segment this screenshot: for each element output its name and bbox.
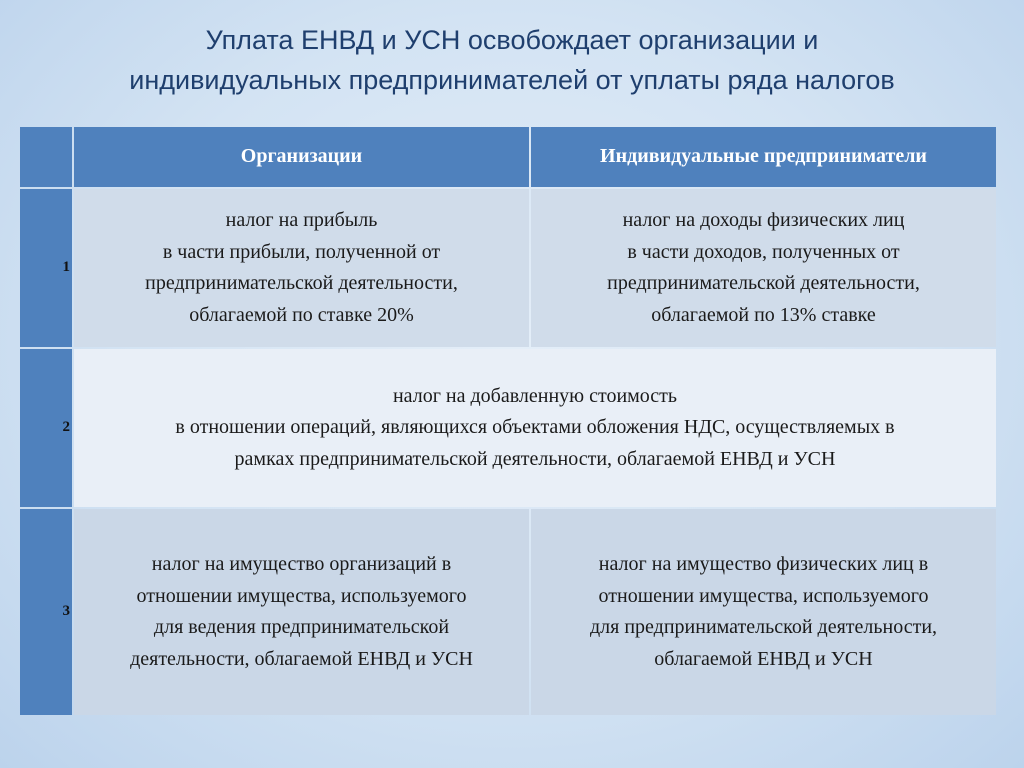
row-3-ent-line-3: для предпринимательской деятельности, — [589, 616, 938, 638]
row-2-number — [20, 349, 72, 507]
row-1-org-line-3: предпринимательской деятельности, — [145, 272, 458, 294]
row-1-org-line-2: в части прибыли, полученной от — [162, 240, 441, 263]
slide-title — [0, 20, 1024, 100]
row-1-number-label: 1 — [62, 259, 70, 276]
row-3-entrepreneurs — [531, 509, 996, 715]
row-1-ent-line-4: облагаемой по 13% ставке — [651, 303, 876, 326]
tax-exemption-table — [20, 127, 996, 715]
row-2-number-label: 2 — [62, 419, 70, 436]
header-organizations-label: Организации — [240, 145, 363, 168]
row-1-organizations — [74, 189, 529, 347]
row-1-entrepreneurs — [531, 189, 996, 347]
row-1-org-line-4: облагаемой по ставке 20% — [189, 303, 414, 326]
row-2-line-2: в отношении операций, являющихся объектами обложения НДС, осуществляемых в — [175, 416, 895, 439]
slide-title-line-1: Уплата ЕНВД и УСН освобождает организации и — [205, 25, 819, 55]
row-3-ent-line-2: отношении имущества, используемого — [598, 584, 929, 607]
row-2-merged — [74, 349, 996, 507]
row-1-ent-line-2: в части доходов, полученных от — [627, 240, 900, 263]
row-3-org-line-2: отношении имущества, используемого — [136, 584, 467, 607]
row-3-org-line-3: для ведения предпринимательской — [153, 616, 450, 638]
row-3-number-label: 3 — [62, 603, 70, 620]
header-entrepreneurs — [531, 127, 996, 187]
row-3-org-line-1: налог на имущество организаций в — [151, 553, 452, 575]
row-1-number — [20, 189, 72, 347]
slide-title-line-2: индивидуальных предпринимателей от уплаты ряда налогов — [129, 65, 895, 95]
row-3-ent-line-1: налог на имущество физических лиц в — [598, 553, 929, 575]
row-3-ent-line-4: облагаемой ЕНВД и УСН — [654, 647, 873, 670]
row-3-org-line-4: деятельности, облагаемой ЕНВД и УСН — [130, 647, 473, 670]
header-entrepreneurs-label: Индивидуальные предприниматели — [600, 145, 927, 168]
row-3-organizations — [74, 509, 529, 715]
row-1-ent-line-1: налог на доходы физических лиц — [622, 209, 905, 231]
row-2-line-3: рамках предпринимательской деятельности, облагаемой ЕНВД и УСН — [234, 447, 836, 470]
header-number-cell — [20, 127, 72, 187]
row-1-ent-line-3: предпринимательской деятельности, — [607, 272, 920, 294]
row-1-org-line-1: налог на прибыль — [225, 209, 378, 231]
row-3-number — [20, 509, 72, 715]
row-2-line-1: налог на добавленную стоимость — [392, 384, 678, 407]
header-organizations — [74, 127, 529, 187]
